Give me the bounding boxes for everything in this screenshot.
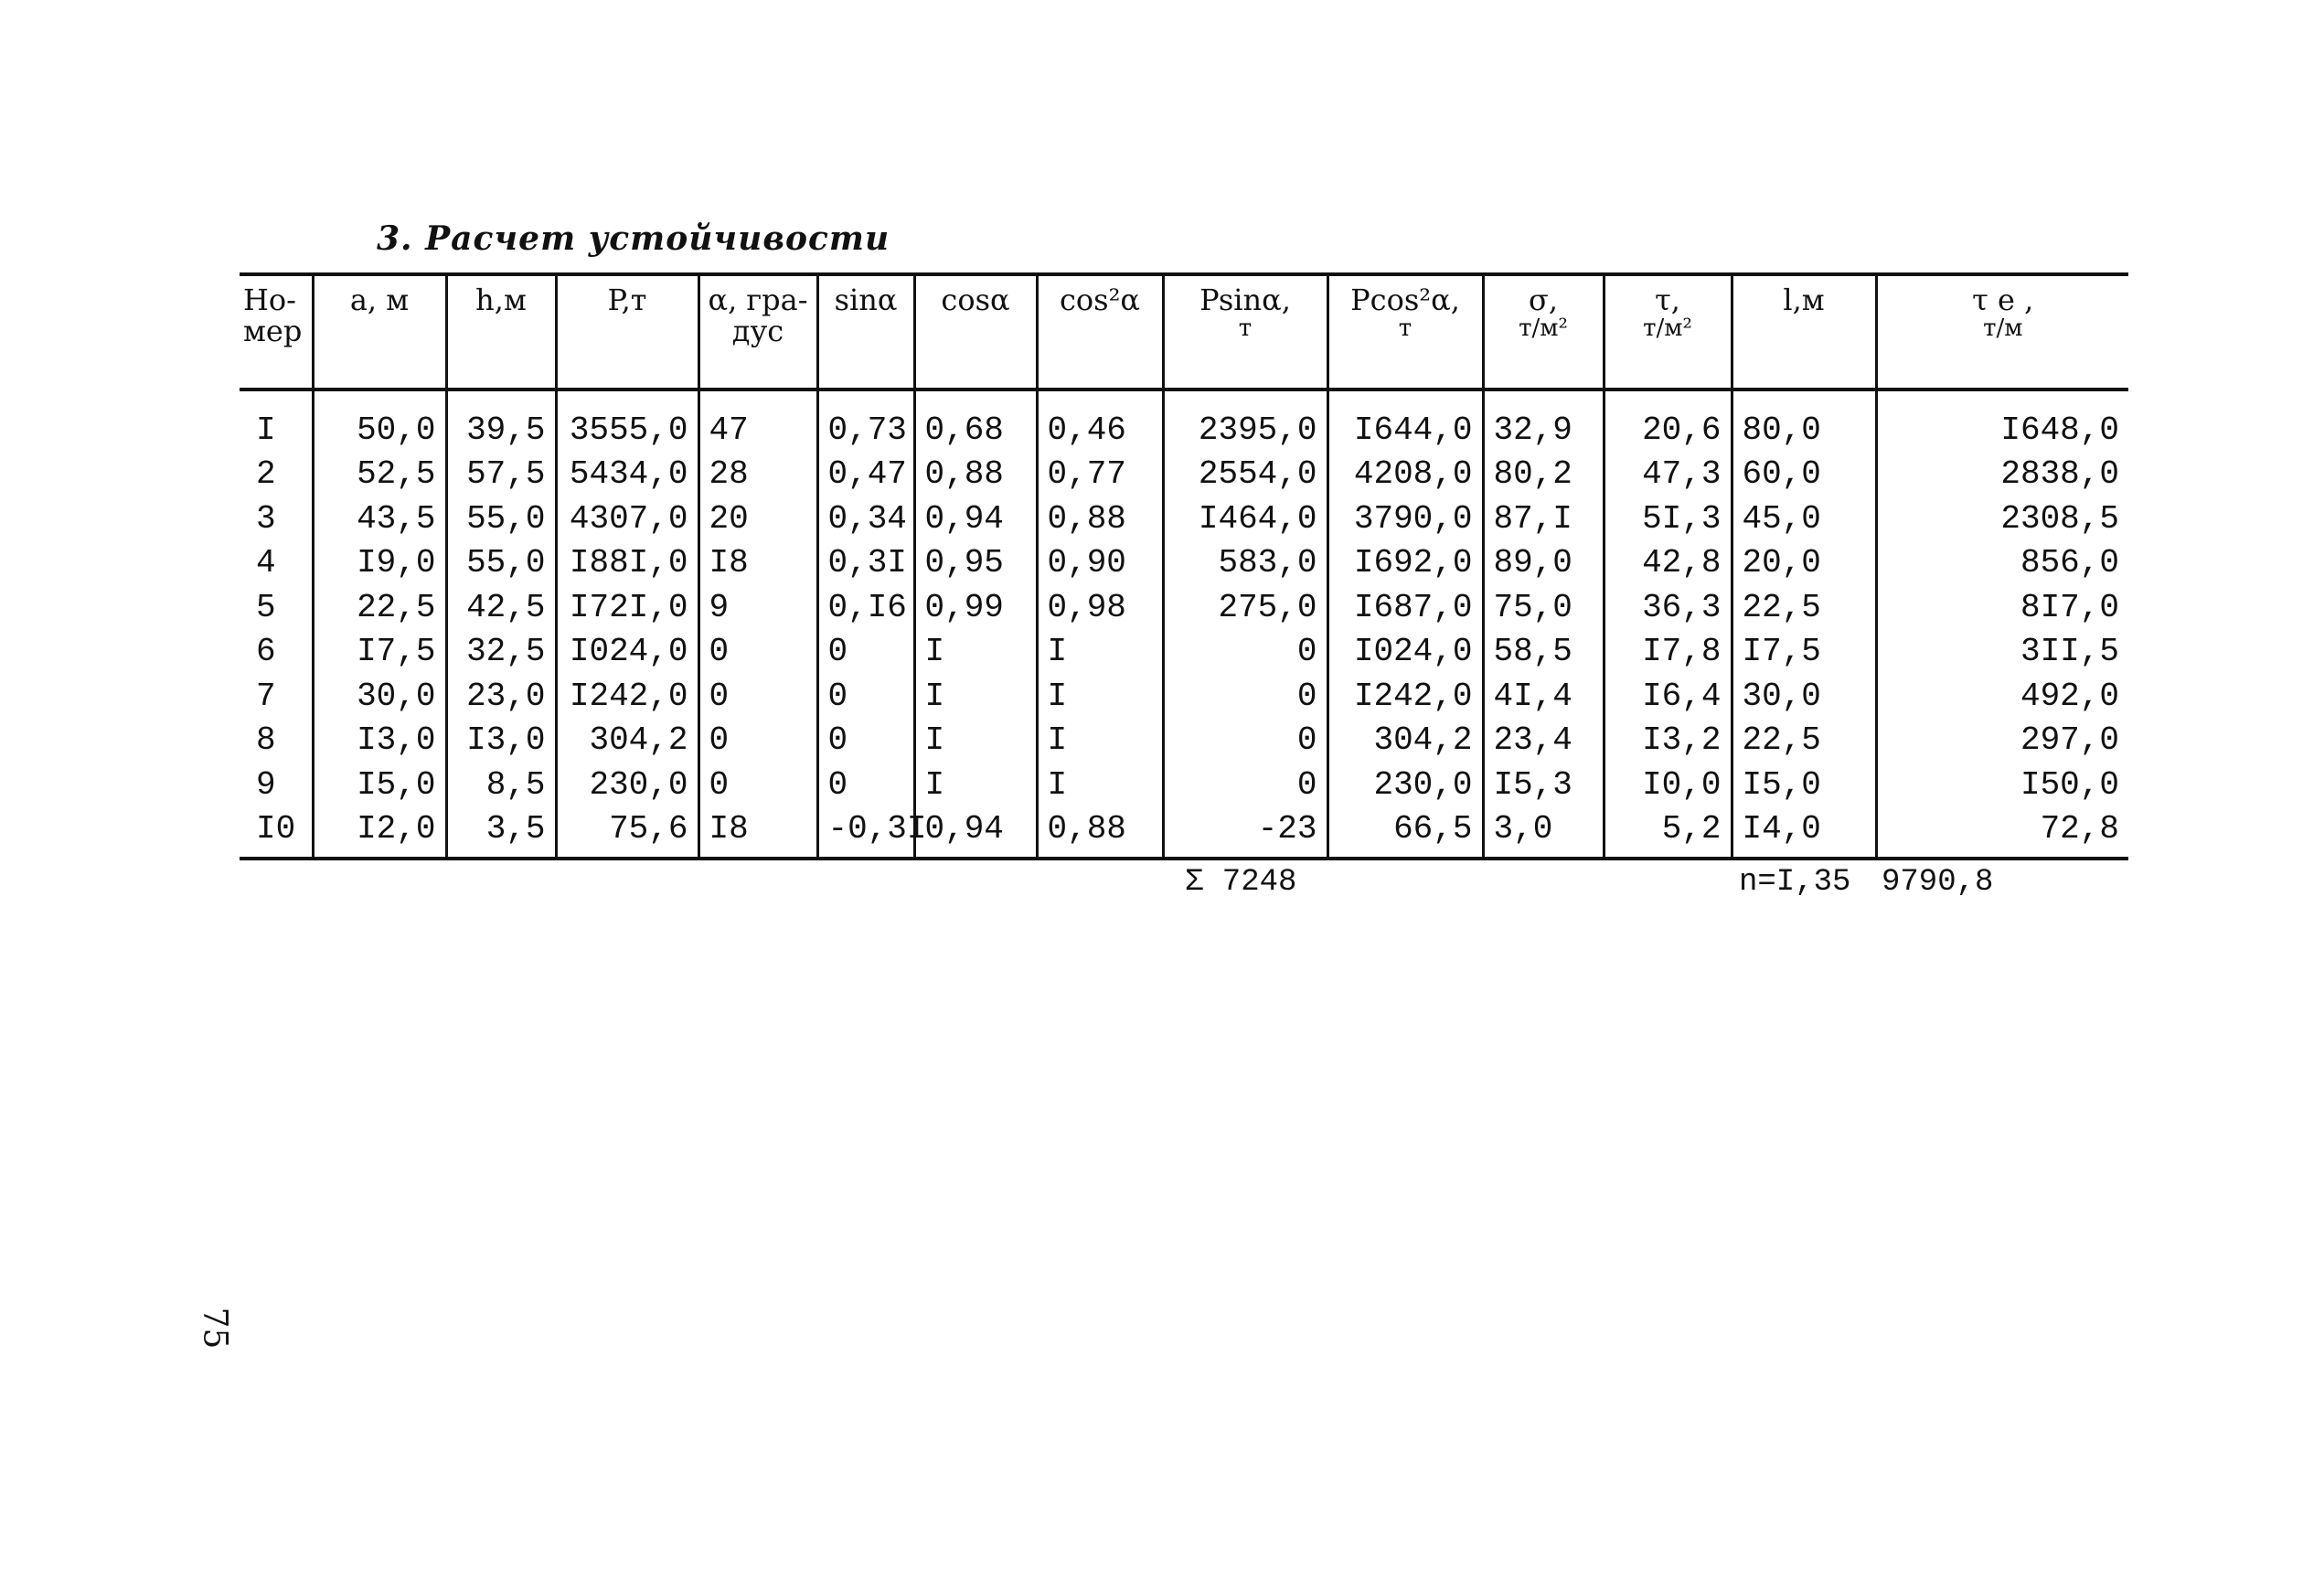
col-header-psin-unit: т (1238, 314, 1253, 342)
cell-cos2: I (1037, 674, 1163, 719)
cell-tau: I3,2 (1604, 719, 1732, 763)
table-row (240, 807, 2128, 859)
cell-tau: I0,0 (1604, 763, 1732, 807)
cell-h: 8,5 (446, 763, 556, 807)
cell-sin: 0 (817, 630, 914, 675)
cell-cos: I (914, 674, 1037, 719)
cell-p: I88I,0 (556, 541, 698, 586)
cell-l: I4,0 (1732, 807, 1876, 859)
cell-h: 57,5 (446, 453, 556, 497)
cell-cos2: I (1037, 763, 1163, 807)
col-header-tau-label: τ, (1655, 283, 1680, 317)
cell-cos2: I (1037, 630, 1163, 675)
table-row (240, 390, 2128, 453)
table-row (240, 674, 2128, 719)
col-header-sigma-label: σ, (1528, 283, 1558, 317)
cell-l: 30,0 (1732, 674, 1876, 719)
cell-cos2: I (1037, 719, 1163, 763)
cell-sigma: 87,I (1483, 496, 1604, 541)
cell-sin: 0,34 (817, 496, 914, 541)
cell-sigma: I5,3 (1483, 763, 1604, 807)
cell-number: 3 (256, 499, 276, 538)
col-header-sigma (1483, 274, 1604, 390)
cell-h: 39,5 (446, 390, 556, 453)
cell-tau: 20,6 (1604, 390, 1732, 453)
table-row (240, 763, 2128, 807)
cell-psin: 0 (1163, 674, 1327, 719)
cell-sin: 0 (817, 674, 914, 719)
sum-psin: Σ 7248 (1185, 865, 1297, 900)
cell-h: 23,0 (446, 674, 556, 719)
cell-tau-l: 856,0 (1876, 541, 2128, 586)
cell-tau: 36,3 (1604, 585, 1732, 630)
cell-tau: I7,8 (1604, 630, 1732, 675)
col-header-a: a, м (313, 274, 446, 390)
cell-alpha: 0 (698, 630, 817, 675)
cell-sin: 0 (817, 763, 914, 807)
cell-sin: -0,3I (817, 807, 914, 859)
cell-psin: 0 (1163, 719, 1327, 763)
cell-sigma: 32,9 (1483, 390, 1604, 453)
cell-number: I (256, 411, 276, 449)
table-row (240, 496, 2128, 541)
cell-pcos2: 66,5 (1327, 807, 1483, 859)
col-header-cos: cosα (914, 274, 1037, 390)
cell-alpha: I8 (698, 541, 817, 586)
safety-factor: n=I,35 (1739, 865, 1851, 900)
cell-psin: 583,0 (1163, 541, 1327, 586)
cell-cos: 0,68 (914, 390, 1037, 453)
stability-table (240, 272, 2128, 860)
cell-pcos2: 304,2 (1327, 719, 1483, 763)
cell-sin: 0,3I (817, 541, 914, 586)
cell-tau: 5I,3 (1604, 496, 1732, 541)
col-header-cos2: cos²α (1037, 274, 1163, 390)
cell-cos2: 0,88 (1037, 807, 1163, 859)
cell-cos2: 0,88 (1037, 496, 1163, 541)
table-row (240, 541, 2128, 586)
cell-sigma: 75,0 (1483, 585, 1604, 630)
cell-number: 7 (256, 677, 276, 715)
cell-pcos2: I644,0 (1327, 390, 1483, 453)
cell-cos: 0,95 (914, 541, 1037, 586)
col-header-sigma-unit: т/м² (1519, 314, 1568, 342)
cell-p: I242,0 (556, 674, 698, 719)
cell-alpha: 0 (698, 674, 817, 719)
cell-a: 52,5 (313, 453, 446, 497)
cell-number: 4 (256, 544, 276, 582)
cell-l: 80,0 (1732, 390, 1876, 453)
cell-tau-l: 3II,5 (1876, 630, 2128, 675)
cell-sigma: 3,0 (1483, 807, 1604, 859)
col-header-tau-l-label: τ e , (1972, 283, 2034, 317)
cell-l: 22,5 (1732, 719, 1876, 763)
cell-a: I5,0 (313, 763, 446, 807)
cell-cos: 0,88 (914, 453, 1037, 497)
cell-cos: I (914, 630, 1037, 675)
col-header-l: l,м (1732, 274, 1876, 390)
col-header-alpha: α, гра-дус (698, 274, 817, 390)
cell-sin: 0 (817, 719, 914, 763)
cell-tau: 42,8 (1604, 541, 1732, 586)
cell-pcos2: I242,0 (1327, 674, 1483, 719)
cell-p: 3555,0 (556, 390, 698, 453)
cell-alpha: 9 (698, 585, 817, 630)
col-header-tau-l-unit: т/м (1983, 314, 2023, 342)
cell-cos: 0,99 (914, 585, 1037, 630)
col-header-number: Но-мер (240, 274, 313, 390)
cell-tau-l: 297,0 (1876, 719, 2128, 763)
cell-l: I5,0 (1732, 763, 1876, 807)
cell-pcos2: 3790,0 (1327, 496, 1483, 541)
cell-cos2: 0,90 (1037, 541, 1163, 586)
cell-tau: I6,4 (1604, 674, 1732, 719)
col-header-p: P,т (556, 274, 698, 390)
cell-a: 43,5 (313, 496, 446, 541)
cell-sin: 0,47 (817, 453, 914, 497)
cell-p: 230,0 (556, 763, 698, 807)
cell-h: 3,5 (446, 807, 556, 859)
cell-l: 20,0 (1732, 541, 1876, 586)
cell-l: I7,5 (1732, 630, 1876, 675)
cell-cos2: 0,46 (1037, 390, 1163, 453)
cell-cos2: 0,77 (1037, 453, 1163, 497)
cell-p: I72I,0 (556, 585, 698, 630)
cell-psin: 0 (1163, 630, 1327, 675)
cell-alpha: 0 (698, 719, 817, 763)
cell-tau-l: 492,0 (1876, 674, 2128, 719)
cell-number: 9 (256, 765, 276, 804)
cell-psin: 0 (1163, 763, 1327, 807)
col-header-pcos2-label: Pcos²α, (1350, 283, 1460, 317)
cell-sin: 0,I6 (817, 585, 914, 630)
cell-a: 30,0 (313, 674, 446, 719)
cell-number: 5 (256, 588, 276, 626)
table-body (240, 390, 2128, 859)
cell-alpha: 0 (698, 763, 817, 807)
cell-pcos2: I687,0 (1327, 585, 1483, 630)
col-header-pcos2 (1327, 274, 1483, 390)
cell-psin: 2395,0 (1163, 390, 1327, 453)
cell-sigma: 80,2 (1483, 453, 1604, 497)
cell-psin: I464,0 (1163, 496, 1327, 541)
cell-cos: 0,94 (914, 807, 1037, 859)
cell-tau-l: 2308,5 (1876, 496, 2128, 541)
col-header-pcos2-unit: т (1398, 314, 1413, 342)
cell-l: 22,5 (1732, 585, 1876, 630)
cell-tau-l: 72,8 (1876, 807, 2128, 859)
cell-l: 60,0 (1732, 453, 1876, 497)
cell-alpha: 28 (698, 453, 817, 497)
cell-alpha: 47 (698, 390, 817, 453)
cell-h: 32,5 (446, 630, 556, 675)
cell-number: 8 (256, 721, 276, 760)
col-header-sin: sinα (817, 274, 914, 390)
cell-sigma: 4I,4 (1483, 674, 1604, 719)
cell-tau-l: 8I7,0 (1876, 585, 2128, 630)
cell-sigma: 89,0 (1483, 541, 1604, 586)
table-row (240, 719, 2128, 763)
cell-cos2: 0,98 (1037, 585, 1163, 630)
cell-h: I3,0 (446, 719, 556, 763)
cell-cos: I (914, 763, 1037, 807)
cell-p: 75,6 (556, 807, 698, 859)
table-row (240, 453, 2128, 497)
cell-tau: 47,3 (1604, 453, 1732, 497)
cell-cos: 0,94 (914, 496, 1037, 541)
cell-a: 22,5 (313, 585, 446, 630)
col-header-tau-l (1876, 274, 2128, 390)
col-header-psin (1163, 274, 1327, 390)
cell-p: 4307,0 (556, 496, 698, 541)
cell-pcos2: I692,0 (1327, 541, 1483, 586)
cell-number: 2 (256, 455, 276, 494)
cell-p: 5434,0 (556, 453, 698, 497)
cell-alpha: 20 (698, 496, 817, 541)
cell-h: 55,0 (446, 496, 556, 541)
cell-a: I9,0 (313, 541, 446, 586)
cell-tau: 5,2 (1604, 807, 1732, 859)
cell-tau-l: I50,0 (1876, 763, 2128, 807)
cell-sin: 0,73 (817, 390, 914, 453)
cell-tau-l: I648,0 (1876, 390, 2128, 453)
cell-psin: 275,0 (1163, 585, 1327, 630)
cell-l: 45,0 (1732, 496, 1876, 541)
cell-h: 55,0 (446, 541, 556, 586)
col-header-psin-label: Psinα, (1199, 283, 1291, 317)
header-row (240, 274, 2128, 390)
cell-a: I3,0 (313, 719, 446, 763)
table-row (240, 630, 2128, 675)
cell-sigma: 23,4 (1483, 719, 1604, 763)
cell-alpha: I8 (698, 807, 817, 859)
cell-a: I2,0 (313, 807, 446, 859)
col-header-tau (1604, 274, 1732, 390)
cell-number: 6 (256, 633, 276, 671)
table-row (240, 585, 2128, 630)
cell-cos: I (914, 719, 1037, 763)
cell-psin: 2554,0 (1163, 453, 1327, 497)
cell-a: 50,0 (313, 390, 446, 453)
cell-pcos2: 4208,0 (1327, 453, 1483, 497)
cell-tau-l: 2838,0 (1876, 453, 2128, 497)
cell-number: I0 (240, 807, 313, 859)
cell-sigma: 58,5 (1483, 630, 1604, 675)
cell-p: I024,0 (556, 630, 698, 675)
cell-psin: -23 (1163, 807, 1327, 859)
col-header-tau-unit: т/м² (1643, 314, 1692, 342)
sum-tau-l: 9790,8 (1882, 865, 1994, 900)
cell-pcos2: I024,0 (1327, 630, 1483, 675)
col-header-h: h,м (446, 274, 556, 390)
cell-pcos2: 230,0 (1327, 763, 1483, 807)
cell-p: 304,2 (556, 719, 698, 763)
section-title: 3. Расчет устойчивости (377, 219, 890, 258)
cell-h: 42,5 (446, 585, 556, 630)
cell-a: I7,5 (313, 630, 446, 675)
page-number: 75 (196, 1307, 234, 1350)
